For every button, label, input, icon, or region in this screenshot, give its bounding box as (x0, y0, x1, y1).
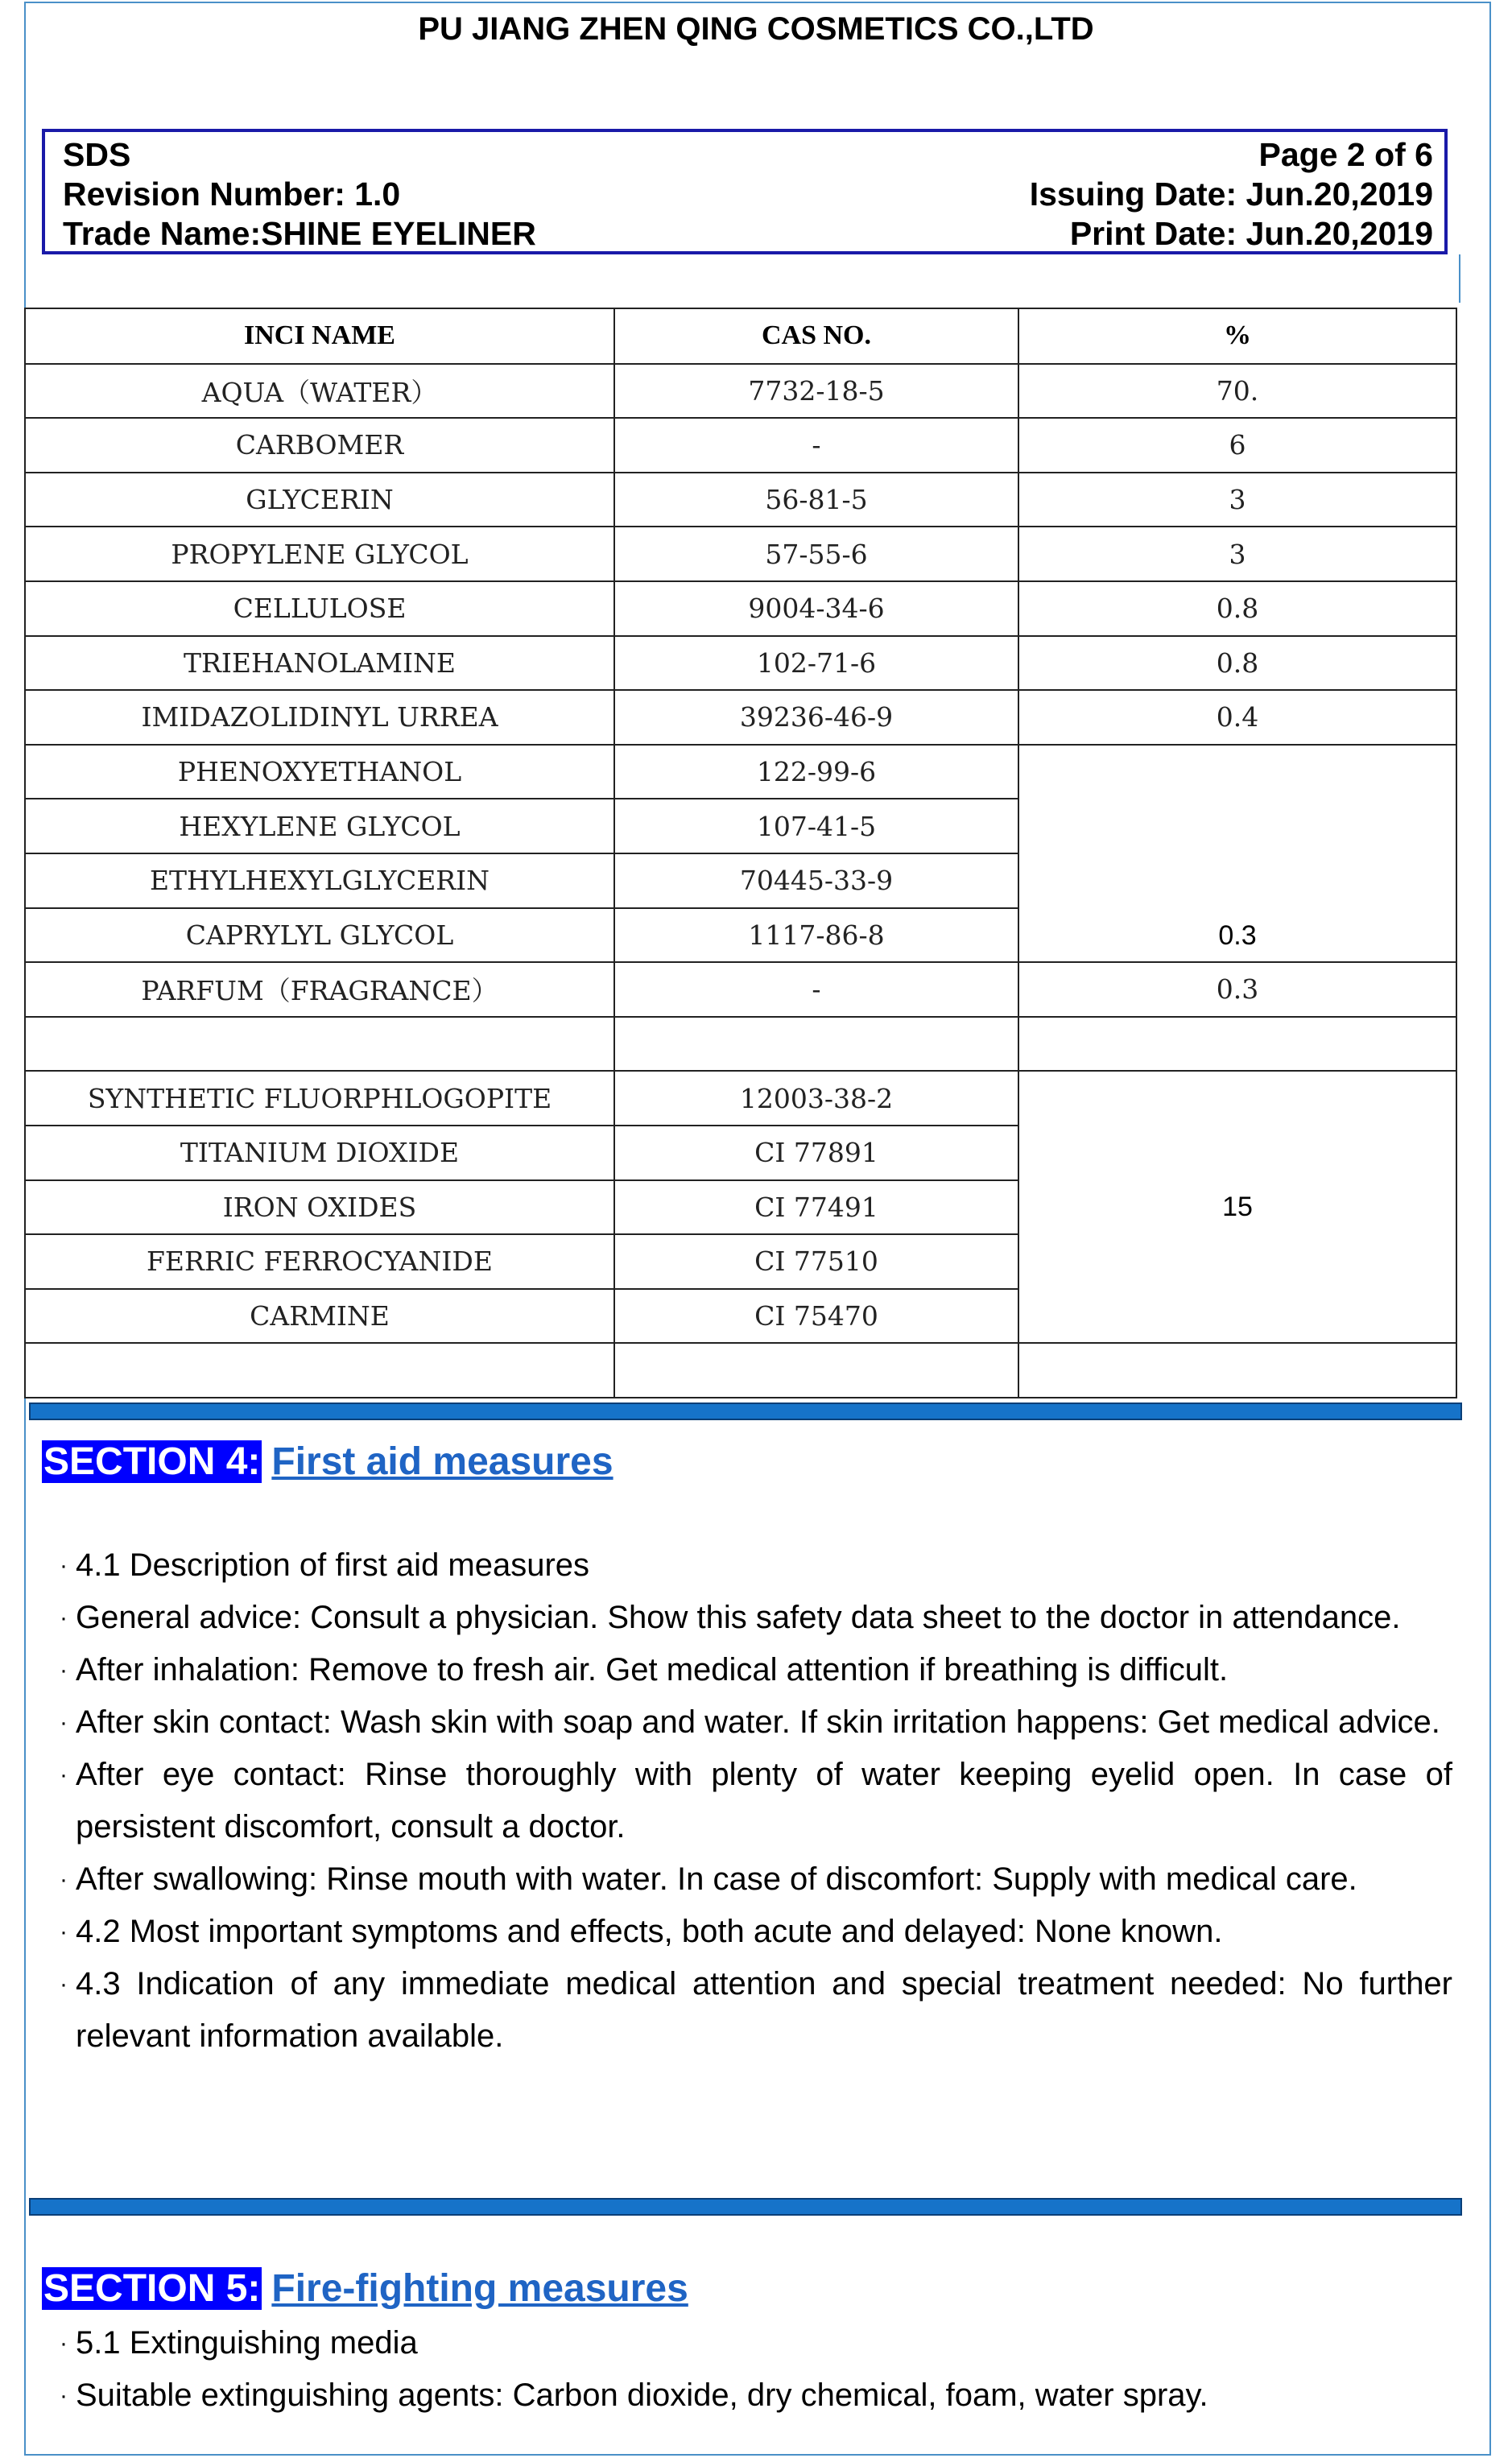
section-4-title: First aid measures (271, 1440, 613, 1483)
empty-cell (614, 1017, 1018, 1072)
col-header-percent: % (1018, 308, 1456, 364)
cas-number: 107-41-5 (614, 799, 1018, 853)
inci-name: ETHYLHEXYLGLYCERIN (25, 853, 614, 908)
item-text: 4.2 Most important symptoms and effects, both acute and delayed: None known. (76, 1914, 1223, 1949)
inci-name: IMIDAZOLIDINYL URREA (25, 690, 614, 745)
bullet: · (60, 1657, 68, 1683)
table-row (25, 962, 1456, 1017)
item-text: After swallowing: Rinse mouth with water. In case of discomfort: Supply with medical care. (76, 1861, 1357, 1897)
empty-cell (1018, 1343, 1456, 1398)
list-item (60, 2369, 1452, 2422)
issuing-date: Issuing Date: Jun.20,2019 (1029, 176, 1433, 213)
page-number: Page 2 of 6 (1258, 136, 1433, 173)
table-row (25, 364, 1456, 419)
percent: 3 (1018, 473, 1456, 527)
percent: 0.8 (1018, 636, 1456, 691)
percent: 70. (1018, 364, 1456, 419)
table-row (25, 690, 1456, 745)
section-4-body (60, 1539, 1452, 2063)
inci-name: CELLULOSE (25, 581, 614, 636)
cas-number: 56-81-5 (614, 473, 1018, 527)
item-text: After skin contact: Wash skin with soap and water. If skin irritation happens: Get medical advice. (76, 1704, 1440, 1740)
item-text: After eye contact: Rinse thoroughly with plenty of water keeping eyelid open. In case of persistent discomfort, consult a doctor. (76, 1757, 1452, 1845)
inci-name: CAPRYLYL GLYCOL (25, 908, 614, 963)
list-item (60, 1853, 1452, 1906)
item-text: 4.1 Description of first aid measures (76, 1547, 590, 1583)
percent: 6 (1018, 418, 1456, 473)
item-text: 5.1 Extinguishing media (76, 2325, 418, 2361)
inci-name: CARMINE (25, 1289, 614, 1344)
bullet: · (60, 1971, 68, 1997)
percent: 3 (1018, 527, 1456, 581)
list-item (60, 2317, 1452, 2369)
table-row (25, 473, 1456, 527)
inci-name: PHENOXYETHANOL (25, 745, 614, 799)
print-date: Print Date: Jun.20,2019 (1069, 215, 1433, 252)
bullet: · (60, 2382, 68, 2409)
section-5-title: Fire-fighting measures (271, 2267, 688, 2310)
item-text: 4.3 Indication of any immediate medical attention and special treatment needed: No further relevant information available. (76, 1966, 1452, 2054)
inci-name: TITANIUM DIOXIDE (25, 1126, 614, 1180)
empty-cell (25, 1343, 614, 1398)
inci-name: GLYCERIN (25, 473, 614, 527)
table-row (25, 581, 1456, 636)
col-header-inci: INCI NAME (25, 308, 614, 364)
table-row-empty (25, 1343, 1456, 1398)
trade-name: Trade Name:SHINE EYELINER (63, 215, 536, 252)
bullet: · (60, 1709, 68, 1736)
list-item (60, 1958, 1452, 2063)
inci-name: PARFUM（FRAGRANCE） (25, 962, 614, 1017)
percent: 0.8 (1018, 581, 1456, 636)
empty-cell (25, 1017, 614, 1072)
doc-type: SDS (63, 136, 131, 173)
cas-number: 57-55-6 (614, 527, 1018, 581)
inci-name: HEXYLENE GLYCOL (25, 799, 614, 853)
bullet: · (60, 1605, 68, 1631)
bullet: · (60, 1762, 68, 1788)
item-text: Suitable extinguishing agents: Carbon dioxide, dry chemical, foam, water spray. (76, 2377, 1208, 2413)
item-text: General advice: Consult a physician. Show this safety data sheet to the doctor in attendance. (76, 1600, 1401, 1635)
cas-number: 70445-33-9 (614, 853, 1018, 908)
list-item (60, 1592, 1452, 1644)
cas-number: 39236-46-9 (614, 690, 1018, 745)
inci-name: TRIEHANOLAMINE (25, 636, 614, 691)
list-item (60, 1749, 1452, 1853)
cas-number: CI 77510 (614, 1234, 1018, 1289)
section-5-label: SECTION 5: (43, 2267, 261, 2310)
list-item (60, 1539, 1452, 1592)
inci-name: CARBOMER (25, 418, 614, 473)
section-5-divider (29, 2198, 1462, 2216)
percent: 0.4 (1018, 690, 1456, 745)
cas-number: CI 77491 (614, 1180, 1018, 1235)
section-4-heading (42, 1440, 613, 1484)
cas-number: CI 75470 (614, 1289, 1018, 1344)
inci-name: PROPYLENE GLYCOL (25, 527, 614, 581)
bullet: · (60, 2330, 68, 2357)
empty-cell (614, 1343, 1018, 1398)
bullet: · (60, 1919, 68, 1945)
section-5-body (60, 2317, 1452, 2422)
col-header-cas: CAS NO. (614, 308, 1018, 364)
table-row-empty (25, 1017, 1456, 1072)
cas-number: - (614, 962, 1018, 1017)
empty-cell (1018, 1017, 1456, 1072)
table-row (25, 1071, 1456, 1126)
list-item (60, 1696, 1452, 1749)
cas-number: 9004-34-6 (614, 581, 1018, 636)
inci-name: SYNTHETIC FLUORPHLOGOPITE (25, 1071, 614, 1126)
cas-number: - (614, 418, 1018, 473)
cas-number: CI 77891 (614, 1126, 1018, 1180)
table-row (25, 636, 1456, 691)
revision-number: Revision Number: 1.0 (63, 176, 401, 213)
cas-number: 12003-38-2 (614, 1071, 1018, 1126)
cas-number: 7732-18-5 (614, 364, 1018, 419)
bullet: · (60, 1866, 68, 1893)
inci-name: IRON OXIDES (25, 1180, 614, 1235)
table-row (25, 527, 1456, 581)
list-item (60, 1644, 1452, 1696)
percent-group-preservatives: 0.3 (1018, 745, 1456, 962)
inci-name: AQUA（WATER） (25, 364, 614, 419)
percent: 0.3 (1018, 962, 1456, 1017)
percent-group-pigments: 15 (1018, 1071, 1456, 1343)
company-name: PU JIANG ZHEN QING COSMETICS CO.,LTD (418, 11, 1094, 47)
ingredients-table (24, 308, 1457, 1398)
table-row (25, 745, 1456, 799)
cas-number: 102-71-6 (614, 636, 1018, 691)
inci-name: FERRIC FERROCYANIDE (25, 1234, 614, 1289)
item-text: After inhalation: Remove to fresh air. Get medical attention if breathing is difficult. (76, 1652, 1229, 1688)
table-row (25, 418, 1456, 473)
right-rule (1459, 254, 1460, 303)
list-item (60, 1906, 1452, 1958)
bullet: · (60, 1552, 68, 1579)
document-header (42, 129, 1448, 254)
cas-number: 122-99-6 (614, 745, 1018, 799)
section-5-heading (42, 2266, 688, 2311)
left-rule (24, 254, 26, 303)
section-4-divider (29, 1403, 1462, 1420)
section-4-label: SECTION 4: (43, 1440, 261, 1483)
table-header-row (25, 308, 1456, 364)
cas-number: 1117-86-8 (614, 908, 1018, 963)
